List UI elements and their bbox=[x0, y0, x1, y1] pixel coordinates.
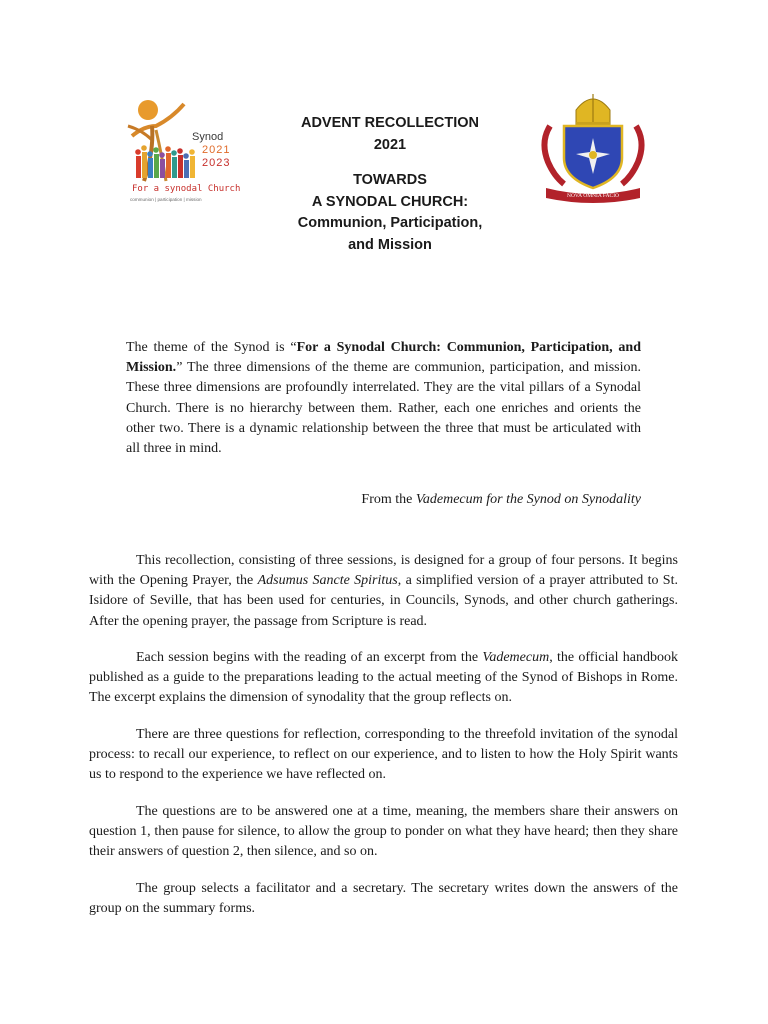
source-prefix: From the bbox=[361, 492, 416, 507]
paragraph-recollection-intro bbox=[89, 551, 678, 632]
quote-text-pre: The theme of the Synod is “ bbox=[126, 340, 297, 355]
paragraph-answering-process: The questions are to be answered one at a time, meaning, the members share their answers on question 1, then pause for silence, to allow the group to ponder on what they have heard; then they share their answers of question 2, then silence, and so on. bbox=[89, 804, 678, 860]
coat-of-arms-motto: NOVA OMNIA FACIO bbox=[566, 193, 620, 199]
quote-text-post: ” The three dimensions of the theme are communion, participation, and mission. These three dimensions are profoundly interrelated. They are the vital pillars of a Synodal Church. There is no hierarchy between them. Rather, each one enriches and orients the other two. There is a dynamic relationship between the three that must be articulated with all three in mind. bbox=[126, 360, 641, 457]
title-line-6: and Mission bbox=[348, 236, 432, 253]
synod-theme-quote bbox=[126, 338, 641, 459]
paragraph-facilitator-secretary: The group selects a facilitator and a secretary. The secretary writes down the answers of the group on the summary forms. bbox=[89, 881, 678, 917]
paragraph-reflection-questions: There are three questions for reflection, corresponding to the threefold invitation of the synodal process: to recall our experience, to reflect on our experience, and to listen to how the Holy Spirit wants us to respond to the experience we have reflected on. bbox=[89, 727, 678, 783]
p2-text-a: Each session begins with the reading of an excerpt from the bbox=[136, 650, 483, 665]
page-header bbox=[0, 0, 768, 300]
synod-logo-subtagline: communion | participation | mission bbox=[130, 197, 202, 202]
synod-logo bbox=[122, 96, 272, 206]
synod-logo-tagline: For a synodal Church bbox=[132, 184, 241, 194]
p1-prayer-title: Adsumus Sancte Spiritus bbox=[257, 573, 398, 589]
p1-text-a: This recollection, consisting of three sessions, is designed for a group of four persons. It begins with the Opening Prayer, the bbox=[89, 553, 678, 589]
synod-logo-word: Synod bbox=[192, 131, 224, 143]
title-line-5: Communion, Participation, bbox=[297, 215, 483, 231]
synod-logo-year-end: 2023 bbox=[202, 157, 231, 169]
quote-theme-bold: For a Synodal Church: Communion, Participation, and Mission. bbox=[126, 340, 641, 376]
title-line-4: A SYNODAL CHURCH: bbox=[311, 193, 469, 210]
paragraph-session-reading bbox=[89, 648, 678, 709]
title-line-1: ADVENT RECOLLECTION bbox=[300, 115, 480, 131]
title-line-2: 2021 bbox=[373, 136, 407, 153]
p2-text-b: , the official handbook published as a guide to the preparations leading to the actual meeting of the Synod of Bishops in Rome. The excerpt explains the dimension of synodality that the group reflects on. bbox=[89, 650, 678, 706]
title-line-3: TOWARDS bbox=[353, 172, 427, 188]
document-title bbox=[270, 113, 510, 256]
synod-logo-year-start: 2021 bbox=[202, 144, 231, 156]
quote-source bbox=[126, 492, 641, 508]
source-title: Vademecum for the Synod on Synodality bbox=[415, 492, 641, 507]
p1-text-b: , a simplified version of a prayer attributed to St. Isidore of Seville, that has been used for centuries, in Councils, Synods, and other church gatherings. After the opening prayer, the passage from Scripture is read. bbox=[89, 573, 678, 629]
coat-of-arms-emblem bbox=[540, 92, 646, 204]
p2-vademecum: Vademecum bbox=[482, 650, 550, 665]
